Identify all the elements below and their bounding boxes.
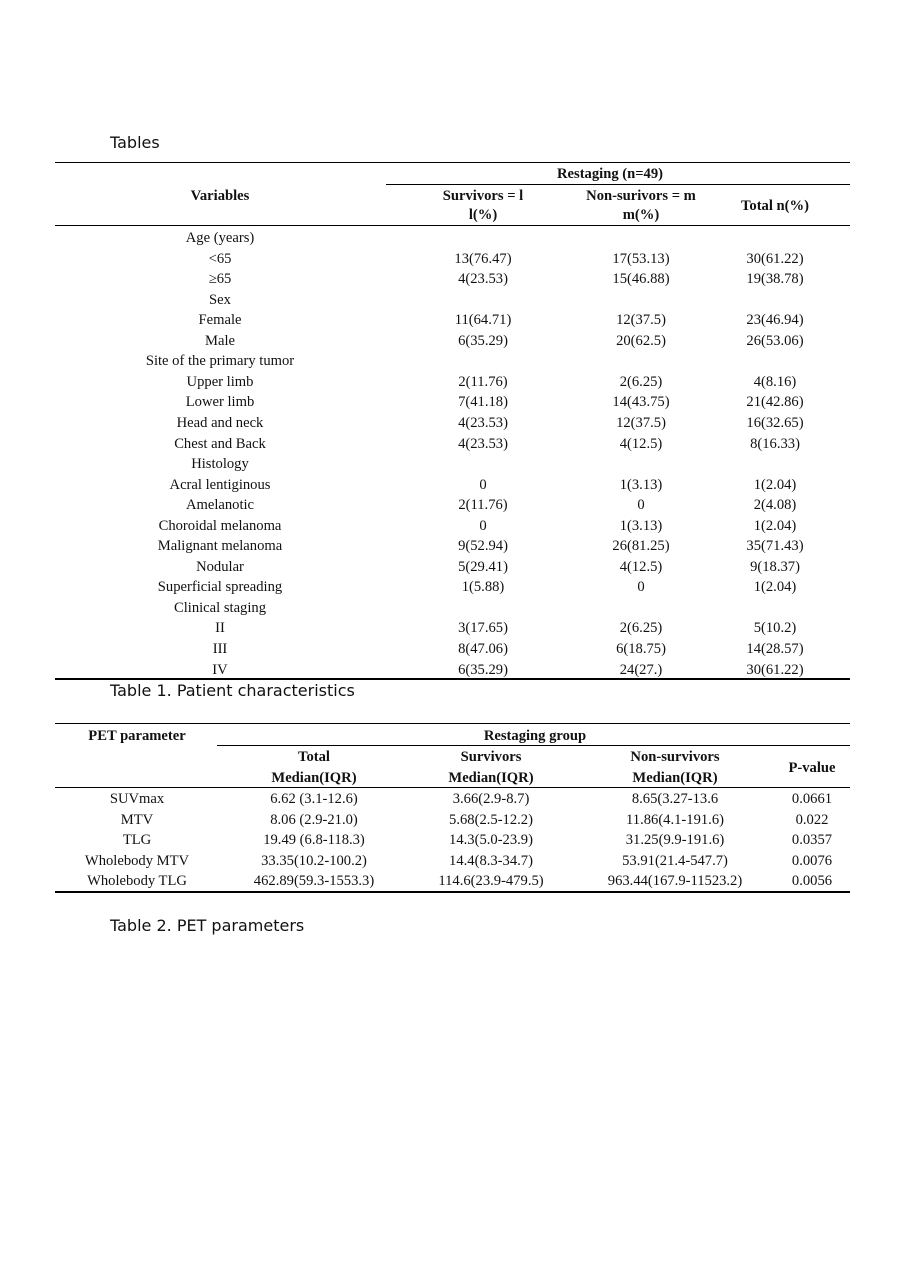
- table1-nonsurvivors-header-line1: Non-surivors = m: [586, 188, 696, 204]
- table1-cell-nonsurvivors: 0: [637, 579, 645, 596]
- table1-cell-total: 16(32.65): [746, 414, 804, 431]
- table2-cell-total: 19.49 (6.8-118.3): [263, 832, 365, 849]
- table2-cell-survivors: 14.3(5.0-23.9): [449, 832, 533, 849]
- table1-cell-survivors: 4(23.53): [458, 414, 508, 431]
- table2-cell-nonsurvivors: 53.91(21.4-547.7): [622, 852, 728, 869]
- table1-cell-nonsurvivors: 2(6.25): [619, 373, 663, 390]
- table1-cell-total: 26(53.06): [746, 332, 804, 349]
- table1-cell-total: 19(38.78): [746, 271, 804, 288]
- table1-cell-total: 9(18.37): [750, 558, 800, 575]
- table1-cell-nonsurvivors: 26(81.25): [612, 538, 670, 555]
- table2-caption: Table 2. PET parameters: [110, 916, 305, 935]
- table2-cell-nonsurvivors: 11.86(4.1-191.6): [626, 811, 724, 828]
- table1-nonsurvivors-header-line2: m(%): [622, 207, 660, 223]
- table1-cell-survivors: 2(11.76): [458, 373, 508, 390]
- table2-cell-pvalue: 0.0076: [791, 852, 833, 869]
- table1-row-label: Female: [198, 312, 242, 329]
- table2-cell-total: 8.06 (2.9-21.0): [270, 811, 358, 828]
- table2-row-param: Wholebody TLG: [87, 873, 187, 890]
- table1-cell-nonsurvivors: 12(37.5): [616, 414, 666, 431]
- table1-cell-total: 30(61.22): [746, 661, 804, 678]
- table1-cell-nonsurvivors: 14(43.75): [612, 394, 670, 411]
- table1-cell-survivors: 7(41.18): [458, 394, 508, 411]
- table2-group-header: Restaging group: [483, 728, 587, 744]
- table1-cell-nonsurvivors: 12(37.5): [616, 312, 666, 329]
- table1-row-label: II: [215, 620, 225, 637]
- table1-row-label: Acral lentiginous: [169, 476, 271, 493]
- table1-group-header: Restaging (n=49): [556, 166, 664, 182]
- table2-group-rule: [217, 745, 850, 746]
- table2-nonsurvivors-header-line2: Median(IQR): [632, 770, 718, 786]
- table1-cell-nonsurvivors: 4(12.5): [619, 558, 663, 575]
- table1-header-rule: [55, 225, 850, 226]
- table2-total-header-line1: Total: [298, 749, 330, 765]
- table2-cell-total: 6.62 (3.1-12.6): [270, 791, 358, 807]
- table1-cell-survivors: 9(52.94): [458, 538, 508, 555]
- table1-row-label: Nodular: [196, 558, 244, 575]
- table1-cell-total: 5(10.2): [753, 620, 797, 637]
- table1-cell-survivors: 13(76.47): [454, 250, 512, 267]
- table2-pvalue-header: P-value: [788, 760, 836, 776]
- table1-cell-survivors: 2(11.76): [458, 497, 508, 514]
- table1-cell-survivors: 4(23.53): [458, 435, 508, 452]
- table2-survivors-header-line2: Median(IQR): [448, 770, 534, 786]
- table1-row-label: Head and neck: [176, 414, 264, 431]
- table1-row-label: Amelanotic: [185, 497, 255, 514]
- table1-row-label: Upper limb: [186, 373, 254, 390]
- table1-cell-nonsurvivors: 20(62.5): [616, 332, 666, 349]
- table2-cell-pvalue: 0.0357: [791, 832, 833, 849]
- table1-cell-survivors: 0: [479, 517, 487, 534]
- table1-cell-total: 2(4.08): [753, 497, 797, 514]
- table1-cell-nonsurvivors: 4(12.5): [619, 435, 663, 452]
- table2-total-header-line2: Median(IQR): [271, 770, 357, 786]
- table1-row-label: III: [212, 641, 228, 657]
- table1-cell-survivors: 11(64.71): [454, 312, 512, 329]
- table1-row-label: Superficial spreading: [157, 579, 283, 596]
- table1-cell-nonsurvivors: 15(46.88): [612, 271, 670, 288]
- table1-row-label: <65: [208, 250, 232, 267]
- table1-cell-total: 1(2.04): [753, 579, 797, 596]
- table1-row-label: Male: [205, 332, 235, 349]
- table1-cell-total: 30(61.22): [746, 250, 804, 267]
- table1-row-label: Choroidal melanoma: [158, 517, 282, 534]
- table1-row-label: Clinical staging: [173, 599, 267, 616]
- table1-cell-total: 1(2.04): [753, 517, 797, 534]
- table1-bottom-rule: [55, 678, 850, 680]
- table1-cell-survivors: 1(5.88): [461, 579, 505, 596]
- table1-cell-total: 21(42.86): [746, 394, 804, 411]
- table1-row-label: Histology: [191, 456, 249, 473]
- table1-row-label: ≥65: [208, 271, 232, 288]
- table2-survivors-header-line1: Survivors: [460, 749, 522, 765]
- table1-cell-total: 8(16.33): [750, 435, 800, 452]
- table1-cell-survivors: 5(29.41): [458, 558, 508, 575]
- table2-param-header: PET parameter: [88, 728, 186, 744]
- table1-cell-survivors: 6(35.29): [458, 332, 508, 349]
- table2-cell-nonsurvivors: 963.44(167.9-11523.2): [607, 873, 743, 890]
- table1-cell-nonsurvivors: 17(53.13): [612, 250, 670, 267]
- table1-row-label: Sex: [209, 291, 231, 308]
- table1-cell-nonsurvivors: 24(27.): [619, 661, 663, 678]
- table1-cell-survivors: 4(23.53): [458, 271, 508, 288]
- table1-row-label: Site of the primary tumor: [145, 353, 295, 370]
- table2-header-rule: [55, 787, 850, 788]
- table1-row-label: IV: [212, 661, 228, 678]
- table1-row-label: Lower limb: [185, 394, 255, 411]
- table2-row-param: MTV: [120, 811, 154, 828]
- table1-cell-total: 35(71.43): [746, 538, 804, 555]
- table1-top-rule: [55, 162, 850, 163]
- table1-cell-survivors: 8(47.06): [458, 641, 508, 657]
- table2-cell-pvalue: 0.0056: [791, 873, 833, 890]
- table2-cell-nonsurvivors: 31.25(9.9-191.6): [625, 832, 725, 849]
- table1-cell-nonsurvivors: 0: [637, 497, 645, 514]
- table1-cell-nonsurvivors: 1(3.13): [619, 517, 663, 534]
- table2-row-param: TLG: [122, 832, 152, 849]
- table2-top-rule: [55, 723, 850, 724]
- table2-cell-total: 33.35(10.2-100.2): [261, 852, 367, 869]
- table2-row-param: Wholebody MTV: [84, 852, 190, 869]
- table1-cell-total: 1(2.04): [753, 476, 797, 493]
- table2-row-param: SUVmax: [109, 791, 165, 807]
- table1-cell-survivors: 0: [479, 476, 487, 493]
- patient-characteristics-table: [55, 162, 850, 680]
- table1-row-label: Malignant melanoma: [157, 538, 283, 555]
- table1-caption: Table 1. Patient characteristics: [110, 681, 355, 700]
- table1-variables-header: Variables: [190, 188, 250, 204]
- table2-cell-survivors: 5.68(2.5-12.2): [449, 811, 533, 828]
- table1-row-label: Age (years): [185, 230, 255, 246]
- table1-cell-nonsurvivors: 6(18.75): [616, 641, 666, 657]
- table1-group-rule: [386, 184, 850, 185]
- table1-cell-total: 4(8.16): [753, 373, 797, 390]
- table1-cell-total: 14(28.57): [746, 641, 804, 657]
- table2-cell-total: 462.89(59.3-1553.3): [253, 873, 375, 890]
- table1-survivors-header-line1: Survivors = l: [442, 188, 524, 204]
- section-heading: Tables: [110, 133, 160, 152]
- table2-cell-survivors: 14.4(8.3-34.7): [449, 852, 533, 869]
- table2-cell-pvalue: 0.022: [795, 811, 829, 828]
- table2-bottom-rule: [55, 891, 850, 893]
- table2-cell-nonsurvivors: 8.65(3.27-13.6: [631, 791, 719, 807]
- pet-parameters-table: [55, 723, 850, 893]
- table1-cell-nonsurvivors: 2(6.25): [619, 620, 663, 637]
- table2-cell-survivors: 114.6(23.9-479.5): [438, 873, 544, 890]
- table1-cell-survivors: 3(17.65): [458, 620, 508, 637]
- table1-cell-survivors: 6(35.29): [458, 661, 508, 678]
- table1-total-header: Total n(%): [741, 198, 809, 214]
- table2-nonsurvivors-header-line1: Non-survivors: [630, 749, 720, 765]
- table2-cell-pvalue: 0.0661: [791, 791, 833, 807]
- table1-row-label: Chest and Back: [174, 435, 266, 452]
- table1-cell-nonsurvivors: 1(3.13): [619, 476, 663, 493]
- table1-cell-total: 23(46.94): [746, 312, 804, 329]
- table1-survivors-header-line2: l(%): [468, 207, 498, 223]
- table2-cell-survivors: 3.66(2.9-8.7): [452, 791, 530, 807]
